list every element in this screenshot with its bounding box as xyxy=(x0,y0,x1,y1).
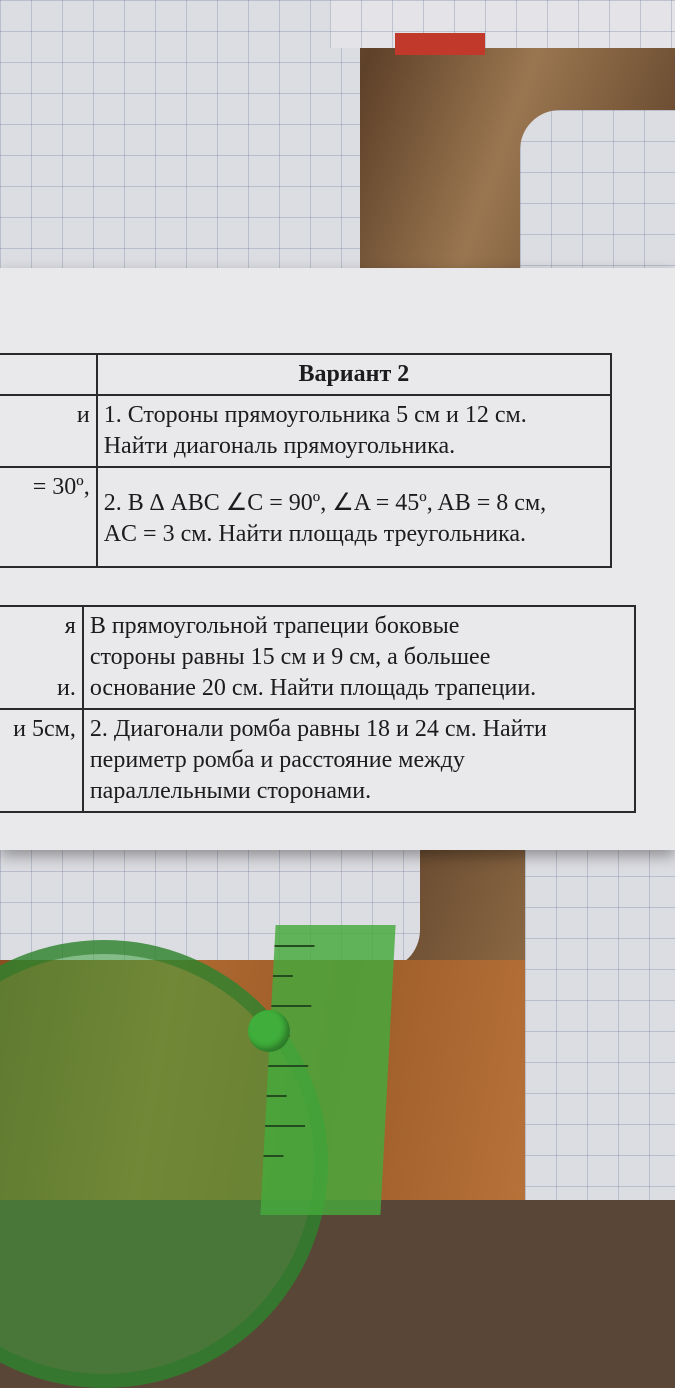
left-cell-fragment xyxy=(0,606,83,709)
grid-paper-top-left xyxy=(0,0,360,275)
variant-2-table-lower xyxy=(0,605,636,813)
task-line: стороны равны 15 см и 9 см, а большее xyxy=(89,644,491,670)
green-ruler xyxy=(260,925,395,1215)
table-row xyxy=(0,606,635,709)
table-cell-empty xyxy=(0,354,97,395)
left-cell-fragment xyxy=(0,709,83,812)
left-cell-fragment xyxy=(0,467,97,567)
task-line: AC = 3 см. Найти площадь треугольника. xyxy=(103,521,527,547)
task-line: 2. Диагонали ромба равны 18 и 24 см. Найти xyxy=(89,716,547,742)
table-row xyxy=(0,395,611,467)
table-row xyxy=(0,467,611,567)
left-cell-fragment xyxy=(0,395,97,467)
fragment-text: и. xyxy=(56,675,76,701)
task-line: 2. В ∆ ABC ∠C = 90º, ∠A = 45º, AB = 8 см, xyxy=(103,490,547,516)
task-line: основание 20 см. Найти площадь трапеции. xyxy=(89,675,537,701)
fragment-text: и 5см, xyxy=(13,716,76,742)
red-marker-strip xyxy=(395,33,485,55)
task-line: параллельными сторонами. xyxy=(89,778,372,804)
fragment-text: = 30º, xyxy=(32,474,90,500)
table-row xyxy=(0,354,611,395)
table-row xyxy=(0,709,635,812)
grid-paper-top-strip xyxy=(330,0,675,48)
task-line: Найти диагональ прямоугольника. xyxy=(103,433,456,459)
variant-2-table xyxy=(0,353,612,568)
task-cell xyxy=(97,467,611,567)
protractor-knob xyxy=(248,1010,290,1052)
fragment-text: и xyxy=(76,402,90,428)
grid-paper-bottom-right xyxy=(525,845,675,1200)
task-line: 1. Стороны прямоугольника 5 см и 12 см. xyxy=(103,402,527,428)
task-line: периметр ромба и расстояние между xyxy=(89,747,465,773)
grid-paper-top-right xyxy=(520,110,675,275)
task-cell xyxy=(83,709,635,812)
task-cell xyxy=(97,395,611,467)
task-cell xyxy=(83,606,635,709)
task-line: В прямоугольной трапеции боковые xyxy=(89,613,460,639)
fragment-text: я xyxy=(64,613,76,639)
variant-header: Вариант 2 xyxy=(97,354,611,395)
